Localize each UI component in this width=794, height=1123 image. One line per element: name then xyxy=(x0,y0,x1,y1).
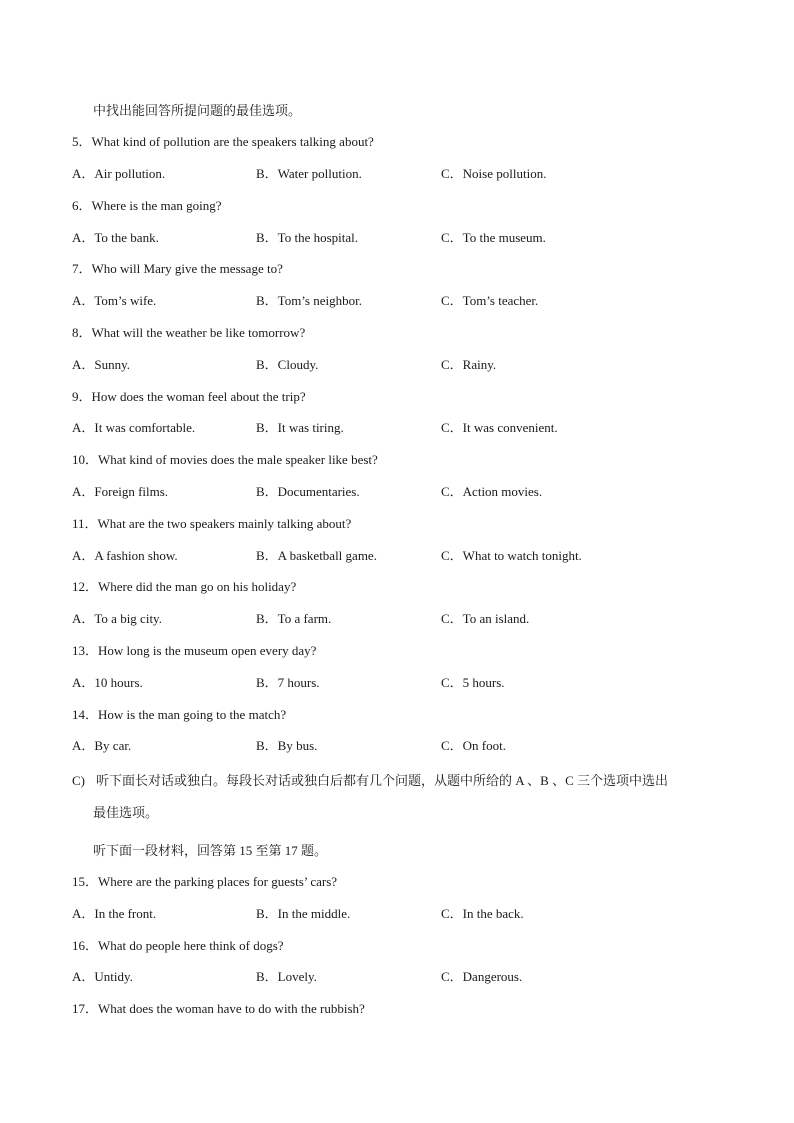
option-a: A．By car. xyxy=(72,738,132,753)
options-row xyxy=(0,904,794,924)
options-row xyxy=(0,673,794,693)
section-c-instruction-cont: 最佳选项。 xyxy=(93,805,159,820)
option-c: C．It was convenient. xyxy=(441,420,558,435)
question xyxy=(0,450,794,470)
option-a: A．Air pollution. xyxy=(72,166,166,181)
option-c: C．Action movies. xyxy=(441,484,543,499)
option-b: B．7 hours. xyxy=(256,675,320,690)
question-text: 16．What do people here think of dogs? xyxy=(72,938,284,953)
question-text: 10．What kind of movies does the male speaker like best? xyxy=(72,452,378,467)
question xyxy=(0,872,794,892)
question xyxy=(0,514,794,534)
question xyxy=(0,936,794,956)
option-c: C．Rainy. xyxy=(441,357,497,372)
option-c: C．What to watch tonight. xyxy=(441,548,582,563)
option-a: A．In the front. xyxy=(72,906,157,921)
options-row xyxy=(0,355,794,375)
question-text: 8．What will the weather be like tomorrow? xyxy=(72,325,306,340)
option-a: A．Tom’s wife. xyxy=(72,293,157,308)
option-a: A．To the bank. xyxy=(72,230,159,245)
question xyxy=(0,387,794,407)
option-b: B．Lovely. xyxy=(256,969,317,984)
intro-text: 中找出能回答所提问题的最佳选项。 xyxy=(93,103,302,118)
question-text: 9．How does the woman feel about the trip? xyxy=(72,389,306,404)
question xyxy=(0,999,794,1019)
option-b: B．Cloudy. xyxy=(256,357,319,372)
options-row xyxy=(0,482,794,502)
question-text: 6．Where is the man going? xyxy=(72,198,222,213)
section-c-sub-instruction: 听下面一段材料，回答第 15 至第 17 题。 xyxy=(93,843,328,858)
options-row xyxy=(0,291,794,311)
option-a: A．To a big city. xyxy=(72,611,162,626)
options-row xyxy=(0,418,794,438)
question-text: 14．How is the man going to the match? xyxy=(72,707,287,722)
question xyxy=(0,259,794,279)
question xyxy=(0,196,794,216)
option-b: B．Documentaries. xyxy=(256,484,360,499)
option-c: C．Dangerous. xyxy=(441,969,523,984)
question-text: 11．What are the two speakers mainly talking about? xyxy=(72,516,352,531)
question xyxy=(0,577,794,597)
question-text: 15．Where are the parking places for guests’ cars? xyxy=(72,874,338,889)
question-text: 7．Who will Mary give the message to? xyxy=(72,261,283,276)
option-c: C．In the back. xyxy=(441,906,524,921)
question xyxy=(0,705,794,725)
option-b: B．Tom’s neighbor. xyxy=(256,293,362,308)
option-c: C．To an island. xyxy=(441,611,530,626)
options-row xyxy=(0,164,794,184)
question xyxy=(0,641,794,661)
option-a: A．Foreign films. xyxy=(72,484,169,499)
question-text: 13．How long is the museum open every day? xyxy=(72,643,317,658)
section-c-instruction: 听下面长对话或独白。每段长对话或独白后都有几个问题，从题中所给的 A 、B 、C 三个选项中选出 xyxy=(96,773,669,788)
intro-line xyxy=(0,101,794,121)
option-c: C．To the museum. xyxy=(441,230,546,245)
options-row xyxy=(0,228,794,248)
option-c: C．On foot. xyxy=(441,738,507,753)
option-b: B．It was tiring. xyxy=(256,420,344,435)
option-b: B．To the hospital. xyxy=(256,230,359,245)
question-text: 5．What kind of pollution are the speakers talking about? xyxy=(72,134,374,149)
option-c: C．Tom’s teacher. xyxy=(441,293,539,308)
question xyxy=(0,323,794,343)
question-text: 17．What does the woman have to do with the rubbish? xyxy=(72,1001,365,1016)
option-a: A．A fashion show. xyxy=(72,548,178,563)
option-b: B．In the middle. xyxy=(256,906,351,921)
option-a: A．It was comfortable. xyxy=(72,420,196,435)
question xyxy=(0,132,794,152)
option-b: B．A basketball game. xyxy=(256,548,377,563)
options-row xyxy=(0,609,794,629)
option-c: C．5 hours. xyxy=(441,675,505,690)
question-text: 12．Where did the man go on his holiday? xyxy=(72,579,297,594)
option-a: A．10 hours. xyxy=(72,675,143,690)
option-b: B．Water pollution. xyxy=(256,166,362,181)
options-row xyxy=(0,546,794,566)
option-a: A．Untidy. xyxy=(72,969,133,984)
section-c-label: C) xyxy=(72,773,85,788)
section-c-header xyxy=(0,771,794,791)
options-row xyxy=(0,736,794,756)
option-b: B．By bus. xyxy=(256,738,318,753)
options-row xyxy=(0,967,794,987)
option-a: A．Sunny. xyxy=(72,357,131,372)
option-b: B．To a farm. xyxy=(256,611,332,626)
option-c: C．Noise pollution. xyxy=(441,166,547,181)
